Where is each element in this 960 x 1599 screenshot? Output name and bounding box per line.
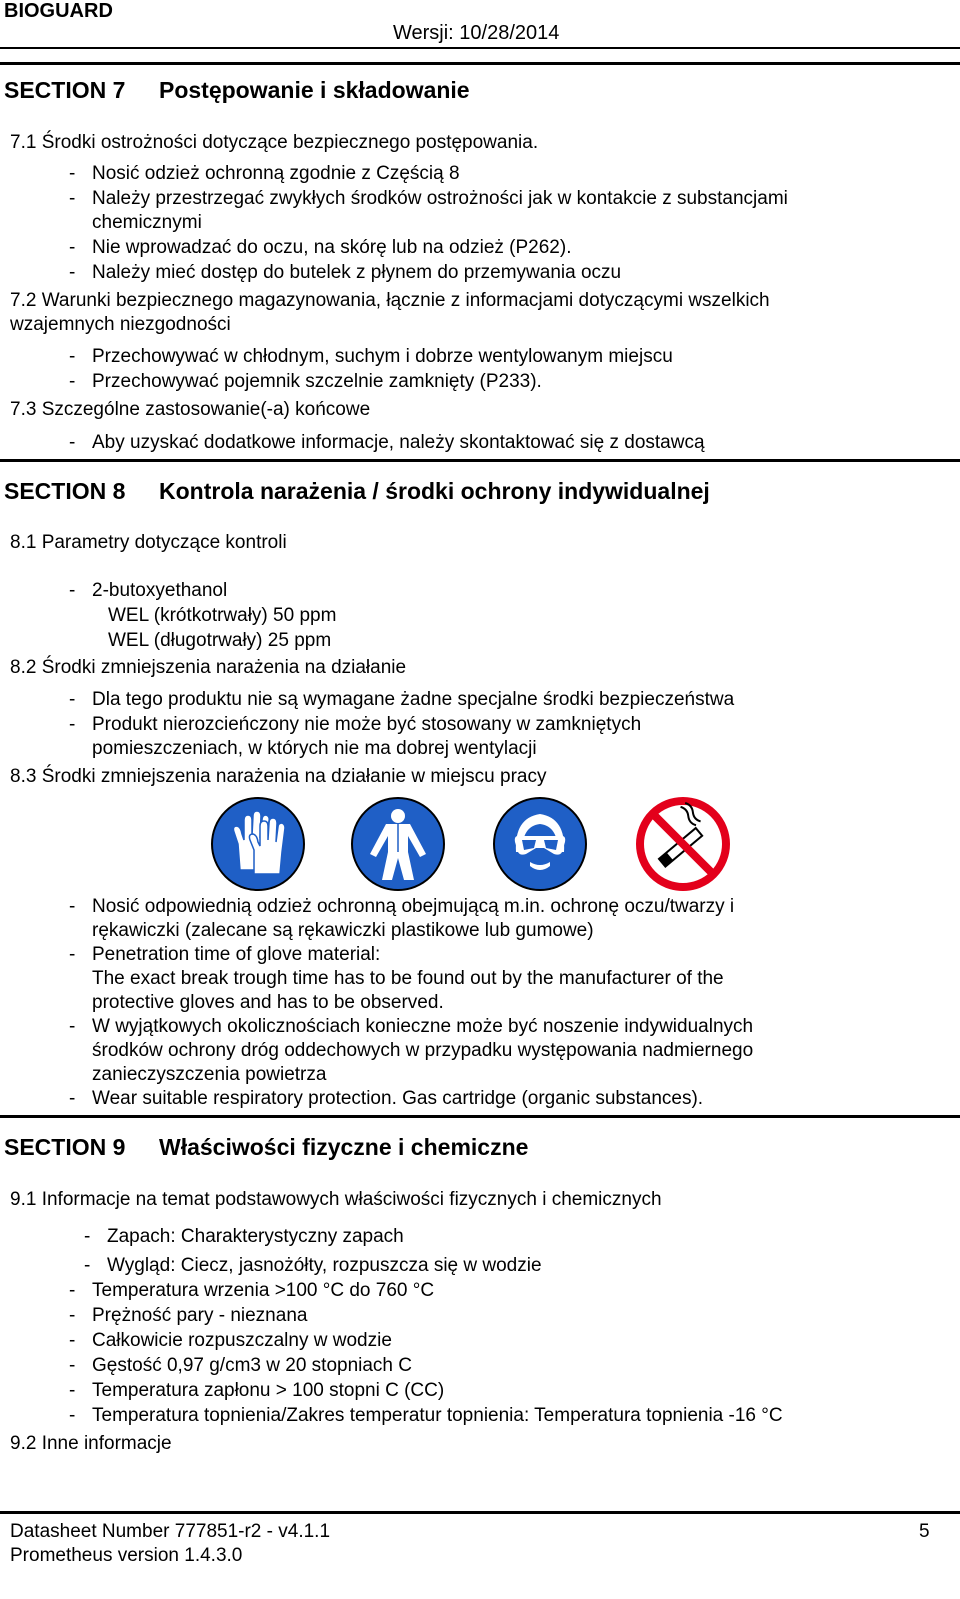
section8-heading xyxy=(4,478,710,505)
list-item: Zapach: Charakterystyczny zapach xyxy=(107,1226,404,1247)
list-dash: - xyxy=(69,580,76,601)
list-item: Przechowywać pojemnik szczelnie zamknięty (P233). xyxy=(92,371,542,392)
list-dash: - xyxy=(69,237,76,258)
section9-title: Właściwości fizyczne i chemiczne xyxy=(159,1134,529,1160)
section8-title: Kontrola narażenia / środki ochrony indywidualnej xyxy=(159,478,710,504)
list-item-continued: chemicznymi xyxy=(92,212,202,233)
list-item: Przechowywać w chłodnym, suchym i dobrze wentylowanym miejscu xyxy=(92,346,673,367)
section9-number: SECTION 9 xyxy=(4,1134,126,1160)
list-item: W wyjątkowych okolicznościach konieczne może być noszenie indywidualnych xyxy=(92,1016,754,1037)
list-item: Prężność pary - nieznana xyxy=(92,1305,308,1326)
list-dash: - xyxy=(69,1088,76,1109)
list-item: Aby uzyskać dodatkowe informacje, należy skontaktować się z dostawcą xyxy=(92,432,705,453)
list-item: Wygląd: Ciecz, jasnożółty, rozpuszcza się w wodzie xyxy=(107,1255,542,1276)
s91-heading: 9.1 Informacje na temat podstawowych właściwości fizycznych i chemicznych xyxy=(10,1189,662,1210)
list-item: Gęstość 0,97 g/cm3 w 20 stopniach C xyxy=(92,1355,412,1376)
list-item-continued: pomieszczeniach, w których nie ma dobrej wentylacji xyxy=(92,738,537,759)
section9-heading xyxy=(4,1134,528,1161)
wel-long-term: WEL (długotrwały) 25 ppm xyxy=(108,630,332,651)
list-item: Produkt nierozcieńczony nie może być stosowany w zamkniętych xyxy=(92,714,642,735)
header-rule xyxy=(0,47,960,49)
s83-heading: 8.3 Środki zmniejszenia narażenia na działanie w miejscu pracy xyxy=(10,766,547,787)
version-date: Wersji: 10/28/2014 xyxy=(393,22,560,44)
s73-heading: 7.3 Szczególne zastosowanie(-a) końcowe xyxy=(10,399,371,420)
list-dash: - xyxy=(69,1016,76,1037)
list-dash: - xyxy=(69,432,76,453)
section7-number: SECTION 7 xyxy=(4,77,126,103)
list-item: Temperatura wrzenia >100 °C do 760 °C xyxy=(92,1280,435,1301)
datasheet-number: Datasheet Number 777851-r2 - v4.1.1 xyxy=(10,1521,331,1542)
list-dash: - xyxy=(69,689,76,710)
list-item: Nosić odzież ochronną zgodnie z Częścią 8 xyxy=(92,163,460,184)
s71-heading: 7.1 Środki ostrożności dotyczące bezpiecznego postępowania. xyxy=(10,132,539,153)
list-dash: - xyxy=(69,896,76,917)
section7-rule xyxy=(0,62,960,65)
list-dash: - xyxy=(69,1380,76,1401)
list-dash: - xyxy=(69,346,76,367)
s72-heading-continued: wzajemnych niezgodności xyxy=(10,314,231,335)
list-item: Dla tego produktu nie są wymagane żadne specjalne środki bezpieczeństwa xyxy=(92,689,735,710)
prometheus-version: Prometheus version 1.4.3.0 xyxy=(10,1545,243,1566)
list-item: Wear suitable respiratory protection. Gas cartridge (organic substances). xyxy=(92,1088,704,1109)
list-item: Należy przestrzegać zwykłych środków ostrożności jak w kontakcie z substancjami xyxy=(92,188,788,209)
section8-rule xyxy=(0,459,960,462)
s92-heading: 9.2 Inne informacje xyxy=(10,1433,172,1454)
section7-heading xyxy=(4,77,470,104)
list-item-continued: środków ochrony dróg oddechowych w przypadku występowania nadmiernego xyxy=(92,1040,754,1061)
protective-suit-icon xyxy=(350,796,446,892)
goggles-icon xyxy=(492,796,588,892)
list-dash: - xyxy=(69,1330,76,1351)
list-dash: - xyxy=(69,944,76,965)
list-item: Penetration time of glove material: xyxy=(92,944,381,965)
list-item: Nie wprowadzać do oczu, na skórę lub na odzież (P262). xyxy=(92,237,572,258)
list-item-continued: rękawiczki (zalecane są rękawiczki plastikowe lub gumowe) xyxy=(92,920,594,941)
list-dash: - xyxy=(84,1255,91,1276)
list-item: Należy mieć dostęp do butelek z płynem do przemywania oczu xyxy=(92,262,622,283)
list-dash: - xyxy=(69,163,76,184)
gloves-icon xyxy=(210,796,306,892)
section8-number: SECTION 8 xyxy=(4,478,126,504)
page-number: 5 xyxy=(919,1521,930,1542)
brand-name: BIOGUARD xyxy=(4,0,113,22)
no-smoking-icon xyxy=(635,796,731,892)
list-dash: - xyxy=(69,371,76,392)
s81-heading: 8.1 Parametry dotyczące kontroli xyxy=(10,532,287,553)
list-item-continued: protective gloves and has to be observed. xyxy=(92,992,444,1013)
footer-rule xyxy=(0,1511,960,1514)
list-dash: - xyxy=(69,1405,76,1426)
list-item: Temperatura zapłonu > 100 stopni C (CC) xyxy=(92,1380,445,1401)
list-dash: - xyxy=(69,188,76,209)
list-dash: - xyxy=(69,714,76,735)
list-dash: - xyxy=(69,262,76,283)
list-dash: - xyxy=(69,1280,76,1301)
wel-short-term: WEL (krótkotrwały) 50 ppm xyxy=(108,605,337,626)
s72-heading: 7.2 Warunki bezpiecznego magazynowania, łącznie z informacjami dotyczącymi wszelkich xyxy=(10,290,770,311)
s82-heading: 8.2 Środki zmniejszenia narażenia na działanie xyxy=(10,657,407,678)
list-dash: - xyxy=(69,1305,76,1326)
list-item-continued: zanieczyszczenia powietrza xyxy=(92,1064,327,1085)
section9-rule xyxy=(0,1115,960,1118)
list-item-continued: The exact break trough time has to be found out by the manufacturer of the xyxy=(92,968,724,989)
list-item: Temperatura topnienia/Zakres temperatur topnienia: Temperatura topnienia -16 °C xyxy=(92,1405,783,1426)
list-dash: - xyxy=(84,1226,91,1247)
list-item: Nosić odpowiednią odzież ochronną obejmującą m.in. ochronę oczu/twarzy i xyxy=(92,896,735,917)
list-dash: - xyxy=(69,1355,76,1376)
list-item: Całkowicie rozpuszczalny w wodzie xyxy=(92,1330,392,1351)
substance-name: 2-butoxyethanol xyxy=(92,580,228,601)
section7-title: Postępowanie i składowanie xyxy=(159,77,470,103)
